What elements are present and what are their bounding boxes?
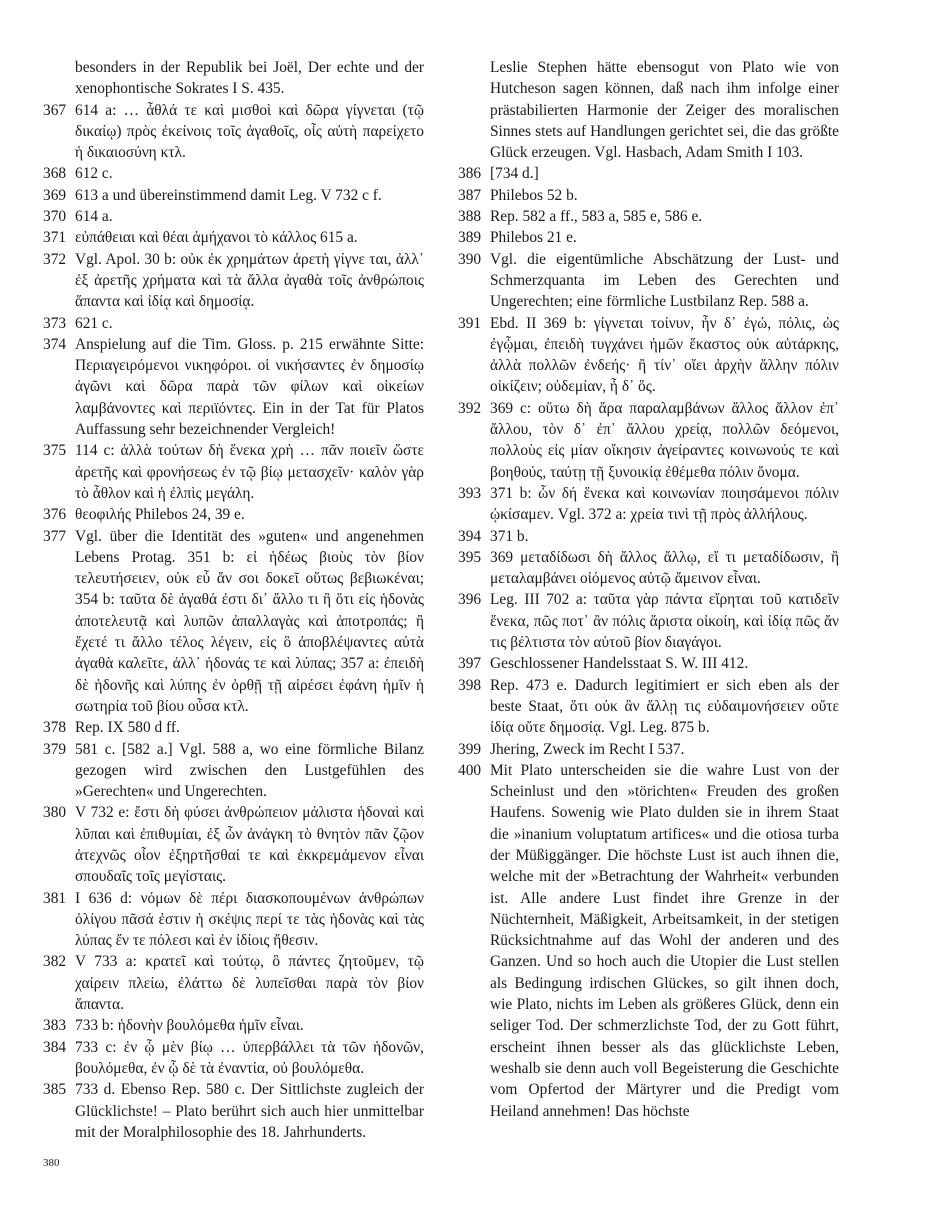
footnote (458, 249, 839, 313)
footnote-text: Philebos 52 b. (490, 186, 578, 204)
footnote-text: Vgl. die eigentümliche Abschätzung der Lust- und Schmerzquanta im Leben des Gerechten und Ungerechten; eine förmliche Lustbilanz Rep. 588 a. (490, 250, 839, 311)
footnote (458, 57, 839, 163)
footnote (458, 526, 839, 547)
footnote-number: 388 (458, 208, 482, 226)
footnote-number: 391 (458, 314, 482, 332)
footnote-text: 371 b. (490, 527, 529, 545)
footnote-text: Rep. IX 580 d ff. (75, 719, 180, 737)
footnote-text: 733 d. Ebenso Rep. 580 c. Der Sittlichste zugleich der Glücklichste! – Plato berührt sich auch hier unmittelbar mit der Moralphilosophie des 18. Jahrhunderts. (75, 1081, 424, 1141)
footnote-number: 372 (43, 250, 67, 268)
footnote-text: 581 c. [582 a.] Vgl. 588 a, wo eine förmliche Bilanz gezogen wird zwischen den Lustgefühlen des »Gerechten« und Ungerechten. (75, 740, 424, 801)
footnote-number: 381 (43, 889, 67, 907)
footnote-text: Rep. 473 e. Dadurch legitimiert er sich eben als der beste Staat, ὅτι οὐκ ἂν ἄλλῃ τις εὐδαιμονήσειεν οὔτε ἰδίᾳ οὔτε δημοσίᾳ. Vgl. Leg. 875 b. (490, 676, 839, 737)
footnote-number: 370 (43, 208, 67, 226)
footnote-text: εὐπάθειαι καὶ θέαι ἀμήχανοι τὸ κάλλος 615 a. (75, 229, 358, 247)
footnote-text: Ebd. II 369 b: γίγνεται τοίνυν, ἦν δ᾽ ἐγώ, πόλις, ὡς ἐγᾦμαι, ἐπειδὴ τυγχάνει ἡμῶν ἕκαστος οὐκ αὐτάρκης, ἀλλὰ πολλῶν ἐνδεής· ἢ τίν᾽ οἴει ἀρχὴν ἄλλην πόλιν οἰκίζειν; οὐδεμίαν, ἦ δ᾽ ὅς. (490, 314, 839, 396)
footnote-text: Jhering, Zweck im Recht I 537. (490, 740, 685, 758)
footnote-number: 392 (458, 399, 482, 417)
footnote-number: 399 (458, 740, 482, 758)
footnote-text: 371 b: ὧν δή ἕνεκα καὶ κοινωνίαν ποιησάμενοι πόλιν ᾠκίσαμεν. Vgl. 372 a: χρεία τινὶ τῇ πρὸς ἀλλήλους. (490, 484, 839, 524)
footnote-number: 376 (43, 506, 67, 524)
footnote (458, 398, 839, 483)
footnote-number: 395 (458, 548, 482, 566)
footnote-text: 621 c. (75, 314, 113, 332)
footnote-text: 369 c: οὕτω δὴ ἄρα παραλαμβάνων ἄλλος ἄλλον ἐπ᾽ ἄλλου, τὸν δ᾽ ἐπ᾽ ἄλλου χρείᾳ, πολλῶν δεόμενοι, πολλοὺς εἰς μίαν οἴκησιν ἀγείραντες κοινωνούς τε καὶ βοηθούς, ταύτῃ τῇ ξυνοικίᾳ ἐθέμεθα πόλιν ὄνομα. (490, 399, 839, 481)
footnote-text: 612 c. (75, 165, 113, 183)
footnote (43, 1079, 424, 1143)
footnote-number: 394 (458, 527, 482, 545)
footnote-text: Vgl. über die Identität des »guten« und angenehmen Lebens Protag. 351 b: εἰ ἡδέως βιοὺς τὸν βίον τελευτήσειεν, οὐκ εὖ ἄν σοι δοκεῖ οὕτως βεβιωκέναι; 354 b: ταῦτα δὲ ἀγαθά ἐστι δι᾽ ἄλλο τι ἢ ὅτι εἰς ἡδονὰς ἀποτελευτᾷ καὶ λυπῶν ἀπαλλαγὰς καὶ ἀποτροπάς; ἢ ἔχετέ τι ἄλλο τέλος λέγειν, εἰς ὃ ἀποβλέψαντες αὐτὰ ἀγαθὰ καλεῖτε, ἀλλ᾽ ἡδονάς τε καὶ λύπας; 357 a: ἐπειδὴ δὲ ἡδονῆς καὶ λύπης ἐν ὀρθῇ τῇ αἱρέσει ἐφάνη ἡμῖν ἡ σωτηρία τοῦ βίου οὖσα κτλ. (75, 527, 424, 715)
footnote-text: V 733 a: κρατεῖ καὶ τούτῳ, ὃ πάντες ζητοῦμεν, τῷ χαίρειν πλείω, ἐλάττω δὲ λυπεῖσθαι παρὰ τὸν βίον ἅπαντα. (75, 953, 424, 1014)
footnote (458, 163, 839, 184)
footnote-number: 397 (458, 655, 482, 673)
footnote-text: Leslie Stephen hätte ebensogut von Plato wie von Hutcheson sagen können, daß nach ihm infolge einer prästabilierten Harmonie der Zeiger des moralischen Sinnes stets auf Handlungen gerichtet sei, die das größte Glück erzeugen. Vgl. Hasbach, Adam Smith I 103. (490, 59, 839, 162)
footnote-number: 386 (458, 165, 482, 183)
footnote-text: θεοφιλής Philebos 24, 39 e. (75, 506, 245, 524)
footnote-number: 384 (43, 1038, 67, 1056)
footnote-number: 385 (43, 1081, 67, 1099)
footnote-number: 400 (458, 761, 482, 779)
footnote-number: 368 (43, 165, 67, 183)
footnote-number: 379 (43, 740, 67, 758)
footnote (43, 313, 424, 334)
footnote (43, 1037, 424, 1080)
footnote (43, 951, 424, 1015)
footnote (458, 653, 839, 674)
footnote-number: 377 (43, 527, 67, 545)
footnote-text: V 732 e: ἔστι δὴ φύσει ἀνθρώπειον μάλιστα ἡδοναὶ καὶ λῦπαι καὶ ἐπιθυμίαι, ἐξ ὧν ἀνάγκη τὸ θνητὸν πᾶν ζῷον ἀτεχνῶς οἷον ἐξηρτῆσθαί τε καὶ ἐκκρεμάμενον εἶναι σπουδαῖς τοῖς μεγίσταις. (75, 804, 424, 886)
footnote-text: 613 a und übereinstimmend damit Leg. V 732 c f. (75, 186, 382, 204)
footnote (43, 717, 424, 738)
footnote-text: besonders in der Republik bei Joël, Der echte und der xenophontische Sokrates I S. 435. (75, 59, 424, 98)
footnote-number: 371 (43, 229, 67, 247)
footnote-text: 114 c: ἀλλὰ τούτων δὴ ἕνεκα χρὴ … πᾶν ποιεῖν ὥστε ἀρετῆς καὶ φρονήσεως ἐν τῷ βίῳ μετασχεῖν· καλὸν γὰρ τὸ ἆθλον καὶ ἡ ἐλπὶς μεγάλη. (75, 442, 424, 502)
footnote (43, 185, 424, 206)
footnote-number: 378 (43, 719, 67, 737)
footnote-text: Mit Plato unterscheiden sie die wahre Lust von der Scheinlust und den »törichten« Freuden des großen Haufens. Sowenig wie Plato dulden sie in ihrem Staat die »inanium voluptatum artifices« und die otiosa turba der Müßiggänger. Die höchste Lust ist auch ihnen die, welche mit der »Betrachtung der Wahrheit« verbunden ist. Alle andere Lust findet ihre Grenze in der Nüchternheit, Mäßigkeit, Arbeitsamkeit, in der stetigen Rücksichtnahme auf das Wohl der anderen und des Ganzen. Und so hoch auch die Utopier die Lust stellen als Bedingung irdischen Glückes, so gilt ihnen doch, wie Plato, nichts im Leben als größeres Glück, denn ein seliger Tod. Der schmerzlichste Tod, der zu Gott führt, erscheint ihnen besser als das glücklichste Leben, weshalb sie denn auch voll Begeisterung die Geschichte vom Opfertod der Märtyrer und die Predigt vom Heiland annehmen! Das höchste (490, 761, 839, 1120)
footnote-text: Anspielung auf die Tim. Gloss. p. 215 erwähnte Sitte: Περιαγειρόμενοι νικηφόροι. οἱ νικήσαντες ἐν δημοσίῳ ἀγῶνι καὶ δῶρα παρὰ τῶν φίλων καὶ οἰκείων λαμβάνοντες καὶ περιϊόντες. Ein in der Tat für Platos Auffassung sehr bezeichnender Vergleich! (75, 335, 424, 439)
footnote-text: [734 d.] (490, 165, 539, 183)
footnote-number: 369 (43, 186, 67, 204)
footnote-text: Geschlossener Handelsstaat S. W. III 412. (490, 655, 749, 673)
footnote (458, 206, 839, 227)
footnote-number: 380 (43, 804, 67, 822)
footnote (458, 313, 839, 398)
footnote-text: 733 b: ἡδονὴν βουλόμεθα ἡμῖν εἶναι. (75, 1017, 304, 1035)
footnote-number: 373 (43, 314, 67, 332)
footnote (43, 440, 424, 504)
footnote (458, 675, 839, 739)
footnote-number: 390 (458, 250, 482, 268)
footnote-number: 387 (458, 186, 482, 204)
footnote-text: 369 μεταδίδωσι δὴ ἄλλος ἄλλῳ, εἴ τι μεταδίδωσιν, ἢ μεταλαμβάνει οἰόμενος αὐτῷ ἄμεινον εἶναι. (490, 548, 839, 588)
page-number: 380 (43, 1157, 60, 1169)
footnotes-left-column (43, 57, 424, 1143)
footnote (458, 185, 839, 206)
footnote-text: I 636 d: νόμων δὲ πέρι διασκοπουμένων ἀνθρώπων ὀλίγου πᾶσά ἐστιν ἡ σκέψις περί τε τὰς ἡδονὰς καὶ τὰς λύπας ἔν τε πόλεσι καὶ ἐν ἰδίοις ἤθεσιν. (75, 889, 424, 950)
footnote-number: 374 (43, 335, 67, 353)
footnote (458, 589, 839, 653)
footnote-number: 367 (43, 101, 67, 119)
footnote (43, 504, 424, 525)
footnote-number: 396 (458, 591, 482, 609)
footnote-number: 375 (43, 442, 67, 460)
footnote-text: Philebos 21 e. (490, 229, 577, 247)
footnote (43, 526, 424, 718)
footnote (43, 1015, 424, 1036)
footnote (43, 888, 424, 952)
footnote-text: 733 c: ἐν ᾧ μὲν βίῳ … ὑπερβάλλει τὰ τῶν ἡδονῶν, βουλόμεθα, ἐν ᾧ δὲ τὰ ἐναντία, οὐ βουλόμεθα. (75, 1038, 424, 1077)
footnote-text: Rep. 582 a ff., 583 a, 585 e, 586 e. (490, 208, 703, 226)
footnote-number: 389 (458, 229, 482, 247)
footnote-number: 393 (458, 484, 482, 502)
footnote (43, 57, 424, 100)
footnotes-right-column (458, 57, 839, 1122)
footnote-number: 382 (43, 953, 67, 971)
footnote (43, 163, 424, 184)
footnote-text: Leg. III 702 a: ταῦτα γὰρ πάντα εἴρηται τοῦ κατιδεῖν ἕνεκα, πῶς ποτ᾽ ἂν πόλις ἄριστα οἰκοίη, καὶ ἰδίᾳ πῶς ἄν τις βέλτιστα τὸν αὑτοῦ βίον διαγάγοι. (490, 591, 839, 652)
footnote-text: 614 a. (75, 208, 113, 226)
footnote-number: 383 (43, 1017, 67, 1035)
footnote (43, 249, 424, 313)
footnote (458, 760, 839, 1122)
footnote (458, 547, 839, 590)
footnote (43, 227, 424, 248)
footnote (458, 483, 839, 526)
footnote-text: Vgl. Apol. 30 b: οὐκ ἐκ χρημάτων ἀρετὴ γίγνε ται, ἀλλ᾽ ἐξ ἀρετῆς χρήματα καὶ τὰ ἄλλα ἀγαθὰ τοῖς ἀνθρώποις ἅπαντα καὶ ἰδίᾳ καὶ δημοσίᾳ. (75, 250, 424, 311)
footnote (43, 802, 424, 887)
footnote (43, 334, 424, 440)
footnote (458, 227, 839, 248)
footnote-number: 398 (458, 676, 482, 694)
footnote-text: 614 a: … ἆθλά τε καὶ μισθοὶ καὶ δῶρα γίγνεται (τῷ δικαίῳ) πρὸς ἐκείνοις τοῖς ἀγαθοῖς, οἷς αὐτὴ παρείχετο ἡ δικαιοσύνη κτλ. (75, 101, 424, 162)
footnote (43, 206, 424, 227)
footnote (458, 739, 839, 760)
footnote (43, 739, 424, 803)
footnote (43, 100, 424, 164)
